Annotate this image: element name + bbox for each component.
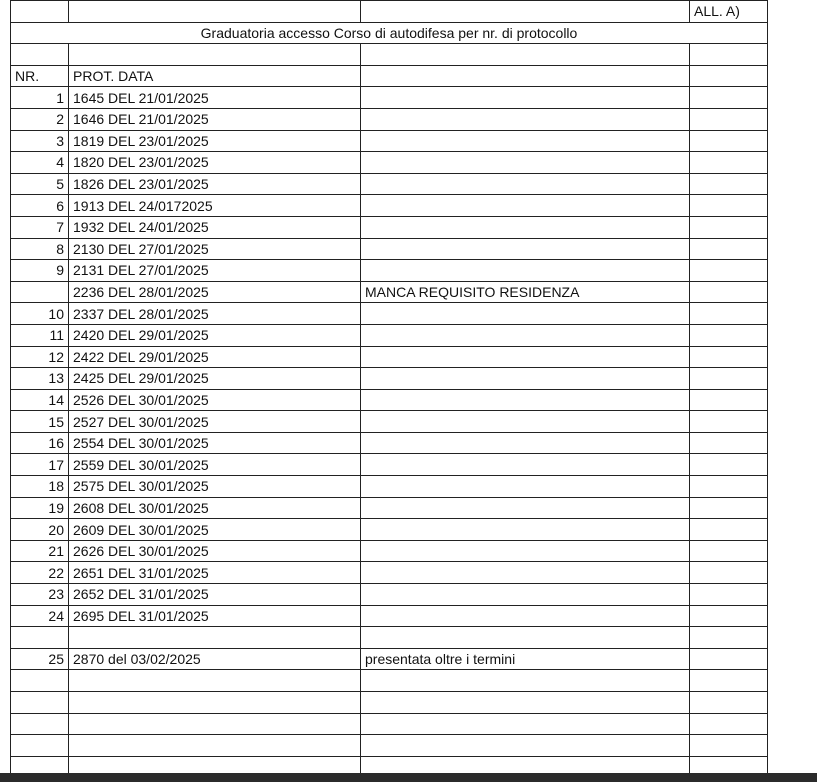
table-row (11, 238, 768, 260)
cell (690, 238, 768, 260)
row-protocol: 1645 DEL 21/01/2025 (69, 87, 361, 109)
table-row (11, 562, 768, 584)
cell (690, 584, 768, 606)
cell (690, 324, 768, 346)
row-note (361, 713, 690, 735)
row-protocol (69, 713, 361, 735)
table-row (11, 389, 768, 411)
row-note (361, 195, 690, 217)
table-row (11, 281, 768, 303)
row-number: 24 (11, 605, 69, 627)
cell (11, 44, 69, 66)
cell (690, 303, 768, 325)
cell (690, 173, 768, 195)
row-note (361, 497, 690, 519)
spacer-row (11, 44, 768, 66)
row-number: 23 (11, 584, 69, 606)
row-note (361, 432, 690, 454)
column-header-prot: PROT. DATA (69, 65, 361, 87)
cell (69, 1, 361, 23)
table-row (11, 195, 768, 217)
attachment-label: ALL. A) (690, 1, 768, 23)
column-header-nr: NR. (11, 65, 69, 87)
table-row (11, 584, 768, 606)
row-number: 18 (11, 476, 69, 498)
cell (690, 195, 768, 217)
row-note (361, 476, 690, 498)
document-title: Graduatoria accesso Corso di autodifesa per nr. di protocollo (11, 22, 768, 44)
row-note (361, 238, 690, 260)
table-row (11, 87, 768, 109)
table-row (11, 692, 768, 714)
bottom-edge-bar (0, 773, 817, 782)
row-protocol: 2554 DEL 30/01/2025 (69, 432, 361, 454)
cell (690, 540, 768, 562)
table-row (11, 324, 768, 346)
row-protocol: 2527 DEL 30/01/2025 (69, 411, 361, 433)
row-note (361, 108, 690, 130)
row-number: 20 (11, 519, 69, 541)
title-row (11, 22, 768, 44)
row-note (361, 540, 690, 562)
column-header-row (11, 65, 768, 87)
row-protocol (69, 670, 361, 692)
cell (690, 713, 768, 735)
row-protocol: 1646 DEL 21/01/2025 (69, 108, 361, 130)
row-number (11, 281, 69, 303)
table-row (11, 303, 768, 325)
table-row (11, 216, 768, 238)
row-number: 15 (11, 411, 69, 433)
cell (690, 87, 768, 109)
row-number (11, 692, 69, 714)
row-number: 4 (11, 152, 69, 174)
table-row (11, 519, 768, 541)
row-protocol: 2626 DEL 30/01/2025 (69, 540, 361, 562)
row-note (361, 562, 690, 584)
cell (690, 692, 768, 714)
row-number: 3 (11, 130, 69, 152)
cell (690, 152, 768, 174)
cell (690, 562, 768, 584)
row-protocol: 2608 DEL 30/01/2025 (69, 497, 361, 519)
cell (690, 735, 768, 757)
table-row (11, 130, 768, 152)
table-row (11, 476, 768, 498)
cell (690, 670, 768, 692)
row-number: 6 (11, 195, 69, 217)
row-note (361, 670, 690, 692)
row-protocol: 1826 DEL 23/01/2025 (69, 173, 361, 195)
table-row (11, 368, 768, 390)
row-protocol: 2425 DEL 29/01/2025 (69, 368, 361, 390)
row-note (361, 173, 690, 195)
row-number: 8 (11, 238, 69, 260)
cell (361, 44, 690, 66)
table-row (11, 540, 768, 562)
cell (690, 346, 768, 368)
cell (361, 65, 690, 87)
row-note: presentata oltre i termini (361, 648, 690, 670)
table-row (11, 152, 768, 174)
cell (690, 627, 768, 649)
row-number: 14 (11, 389, 69, 411)
row-note (361, 584, 690, 606)
cell (690, 411, 768, 433)
cell (11, 1, 69, 23)
row-protocol: 2575 DEL 30/01/2025 (69, 476, 361, 498)
row-protocol: 2695 DEL 31/01/2025 (69, 605, 361, 627)
row-number: 25 (11, 648, 69, 670)
cell (690, 260, 768, 282)
row-note (361, 368, 690, 390)
row-number: 17 (11, 454, 69, 476)
row-note (361, 692, 690, 714)
row-note (361, 627, 690, 649)
row-number: 1 (11, 87, 69, 109)
cell (690, 44, 768, 66)
row-number: 19 (11, 497, 69, 519)
cell (690, 454, 768, 476)
cell (690, 476, 768, 498)
row-protocol: 2337 DEL 28/01/2025 (69, 303, 361, 325)
row-protocol (69, 692, 361, 714)
row-protocol: 2420 DEL 29/01/2025 (69, 324, 361, 346)
row-note (361, 324, 690, 346)
cell (690, 216, 768, 238)
table-row (11, 346, 768, 368)
table-row (11, 627, 768, 649)
table-row (11, 605, 768, 627)
row-note (361, 130, 690, 152)
row-number (11, 627, 69, 649)
row-protocol: 2131 DEL 27/01/2025 (69, 260, 361, 282)
table-row (11, 497, 768, 519)
cell (690, 65, 768, 87)
row-protocol: 1820 DEL 23/01/2025 (69, 152, 361, 174)
row-number (11, 735, 69, 757)
spreadsheet-document (10, 0, 767, 778)
table-row (11, 735, 768, 757)
row-number: 5 (11, 173, 69, 195)
row-note (361, 152, 690, 174)
row-note (361, 411, 690, 433)
cell (690, 108, 768, 130)
row-note (361, 454, 690, 476)
table-row (11, 713, 768, 735)
cell (690, 497, 768, 519)
row-note (361, 87, 690, 109)
row-number: 13 (11, 368, 69, 390)
row-protocol (69, 627, 361, 649)
row-number (11, 670, 69, 692)
row-protocol: 2652 DEL 31/01/2025 (69, 584, 361, 606)
row-protocol: 2236 DEL 28/01/2025 (69, 281, 361, 303)
table-row (11, 411, 768, 433)
row-protocol: 1819 DEL 23/01/2025 (69, 130, 361, 152)
row-protocol: 2422 DEL 29/01/2025 (69, 346, 361, 368)
ranking-table (10, 0, 768, 778)
row-protocol (69, 735, 361, 757)
row-note (361, 735, 690, 757)
attachment-row (11, 1, 768, 23)
cell (690, 368, 768, 390)
row-number (11, 713, 69, 735)
row-number: 21 (11, 540, 69, 562)
row-number: 2 (11, 108, 69, 130)
row-protocol: 2609 DEL 30/01/2025 (69, 519, 361, 541)
cell (690, 432, 768, 454)
row-note: MANCA REQUISITO RESIDENZA (361, 281, 690, 303)
row-note (361, 303, 690, 325)
row-protocol: 2526 DEL 30/01/2025 (69, 389, 361, 411)
table-row (11, 108, 768, 130)
row-note (361, 346, 690, 368)
row-number: 11 (11, 324, 69, 346)
cell (361, 1, 690, 23)
cell (690, 648, 768, 670)
row-number: 22 (11, 562, 69, 584)
row-number: 10 (11, 303, 69, 325)
table-row (11, 454, 768, 476)
row-note (361, 605, 690, 627)
row-note (361, 260, 690, 282)
cell (690, 605, 768, 627)
table-row (11, 648, 768, 670)
cell (690, 130, 768, 152)
row-note (361, 389, 690, 411)
row-protocol: 2870 del 03/02/2025 (69, 648, 361, 670)
row-protocol: 1932 DEL 24/01/2025 (69, 216, 361, 238)
table-row (11, 173, 768, 195)
row-protocol: 2130 DEL 27/01/2025 (69, 238, 361, 260)
row-note (361, 519, 690, 541)
cell (690, 389, 768, 411)
row-number: 7 (11, 216, 69, 238)
table-row (11, 670, 768, 692)
cell (69, 44, 361, 66)
cell (690, 281, 768, 303)
row-number: 12 (11, 346, 69, 368)
row-protocol: 1913 DEL 24/0172025 (69, 195, 361, 217)
row-number: 9 (11, 260, 69, 282)
row-protocol: 2559 DEL 30/01/2025 (69, 454, 361, 476)
row-note (361, 216, 690, 238)
table-row (11, 432, 768, 454)
row-number: 16 (11, 432, 69, 454)
row-protocol: 2651 DEL 31/01/2025 (69, 562, 361, 584)
cell (690, 519, 768, 541)
table-row (11, 260, 768, 282)
